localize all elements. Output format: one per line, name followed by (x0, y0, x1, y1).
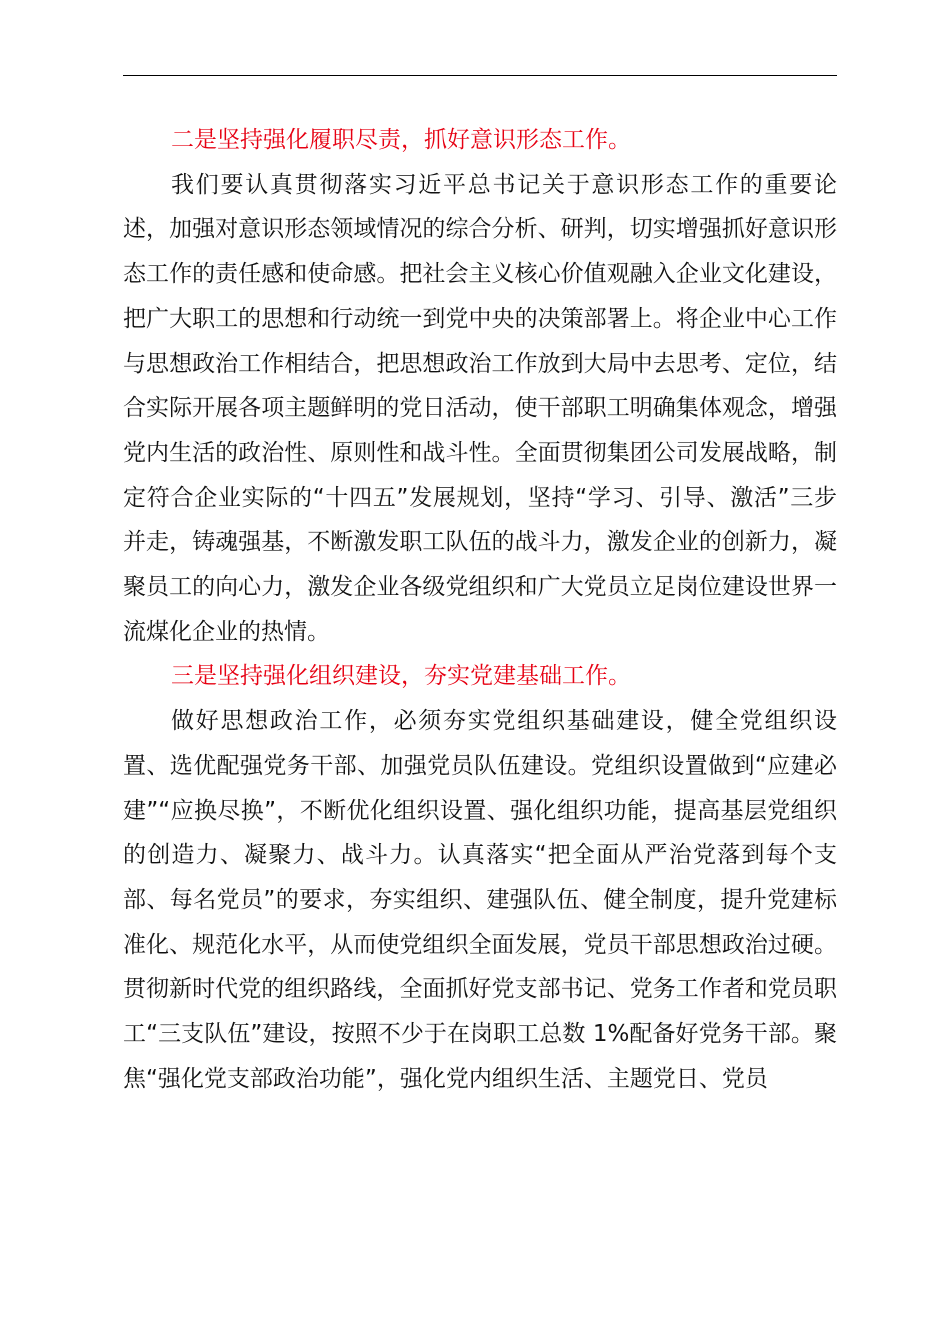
section-heading-2: 二是坚持强化履职尽责，抓好意识形态工作。 (171, 127, 631, 153)
section-paragraph-2: 我们要认真贯彻落实习近平总书记关于意识形态工作的重要论述，加强对意识形态领域情况的综合分析、研判，切实增强抓好意识形态工作的责任感和使命感。把社会主义核心价值观融入企业文化建设，把广大职工的思想和行动统一到党中央的决策部署上。将企业中心工作与思想政治工作相结合，把思想政治工作放到大局中去思考、定位，结合实际开展各项主题鲜明的党日活动，使干部职工明确集体观念，增强党内生活的政治性、原则性和战斗性。全面贯彻集团公司发展战略，制定符合企业实际的“十四五”发展规划，坚持“学习、引导、激活”三步并走，铸魂强基，不断激发职工队伍的战斗力，激发企业的创新力，凝聚员工的向心力，激发企业各级党组织和广大党员立足岗位建设世界一流煤化企业的热情。 (123, 171, 837, 645)
header-rule (123, 75, 837, 76)
section-heading-3: 三是坚持强化组织建设，夯实党建基础工作。 (171, 663, 631, 690)
document-body (123, 118, 837, 1101)
section-paragraph-3: 做好思想政治工作，必须夯实党组织基础建设，健全党组织设置、选优配强党务干部、加强党员队伍建设。党组织设置做到“应建必建”“应换尽换”，不断优化组织设置、强化组织功能，提高基层党组织的创造力、凝聚力、战斗力。认真落实“把全面从严治党落到每个支部、每名党员”的要求，夯实组织、建强队伍、健全制度，提升党建标准化、规范化水平，从而使党组织全面发展，党员干部思想政治过硬。贯彻新时代党的组织路线，全面抓好党支部书记、党务工作者和党员职工“三支队伍”建设，按照不少于在岗职工总数 1%配备好党务干部。聚焦“强化党支部政治功能”，强化党内组织生活、主题党日、党员 (123, 708, 837, 1092)
